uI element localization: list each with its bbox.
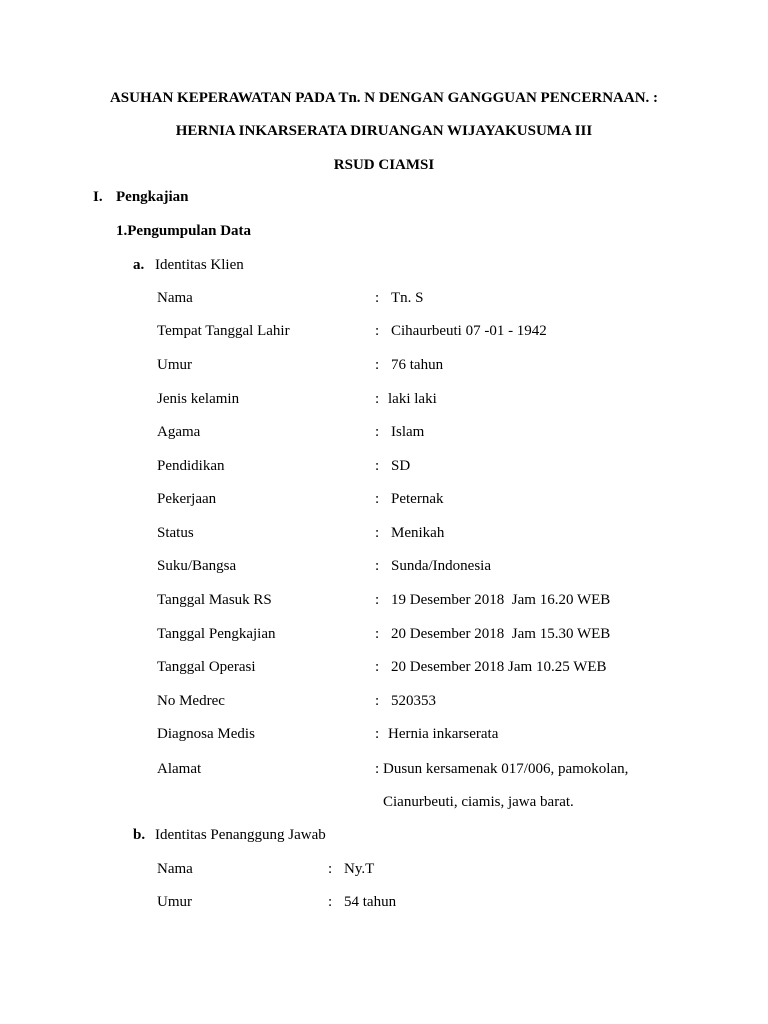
row-separator: : <box>328 861 333 877</box>
row-value: SD <box>391 458 411 474</box>
row-value: 19 Desember 2018 Jam 16.20 WEB <box>391 592 611 608</box>
row-value: 54 tahun <box>344 894 397 910</box>
row-value: 20 Desember 2018 Jam 15.30 WEB <box>391 626 611 642</box>
row-value: Tn. S <box>391 290 424 306</box>
row-label: Jenis kelamin <box>157 391 240 407</box>
row-label: Umur <box>157 894 192 910</box>
row-label: Nama <box>157 861 193 877</box>
row-label: Agama <box>157 424 201 440</box>
row-separator: : <box>328 894 333 910</box>
row-label: Alamat <box>157 761 202 777</box>
row-value: 20 Desember 2018 Jam 10.25 WEB <box>391 659 607 675</box>
row-label: No Medrec <box>157 693 225 709</box>
row-label: Status <box>157 525 194 541</box>
row-value: 76 tahun <box>391 357 444 373</box>
row-separator: : <box>375 323 380 339</box>
row-separator: : <box>375 290 380 306</box>
row-separator: : <box>375 458 380 474</box>
guardian-letter: b. <box>133 827 146 843</box>
row-label: Umur <box>157 357 192 373</box>
row-value: Hernia inkarserata <box>388 726 499 742</box>
row-label: Nama <box>157 290 193 306</box>
row-separator: : <box>375 558 380 574</box>
row-label: Pekerjaan <box>157 491 217 507</box>
row-value: Ny.T <box>344 861 375 877</box>
row-label: Suku/Bangsa <box>157 558 237 574</box>
guardian-heading: Identitas Penanggung Jawab <box>155 827 326 843</box>
row-value: laki laki <box>388 391 437 407</box>
row-label: Diagnosa Medis <box>157 726 255 742</box>
client-heading: Identitas Klien <box>155 257 244 273</box>
row-label: Pendidikan <box>157 458 225 474</box>
client-letter: a. <box>133 257 145 273</box>
row-value: Sunda/Indonesia <box>391 558 491 574</box>
row-separator: : <box>375 357 380 373</box>
title-line-1: ASUHAN KEPERAWATAN PADA Tn. N DENGAN GANGGUAN PENCERNAAN. : <box>109 90 659 106</box>
title-line-3: RSUD CIAMSI <box>333 157 435 173</box>
row-value: Islam <box>391 424 425 440</box>
row-value: Dusun kersamenak 017/006, pamokolan, <box>383 761 629 777</box>
title-line-2: HERNIA INKARSERATA DIRUANGAN WIJAYAKUSUMA III <box>175 123 593 139</box>
row-value: Menikah <box>391 525 445 541</box>
row-separator: : <box>375 693 380 709</box>
row-separator: : <box>375 726 380 742</box>
row-separator: : <box>375 424 380 440</box>
address-continuation: Cianurbeuti, ciamis, jawa barat. <box>383 794 574 810</box>
row-value: Cihaurbeuti 07 -01 - 1942 <box>391 323 547 339</box>
row-label: Tanggal Operasi <box>157 659 256 675</box>
section-title: Pengkajian <box>116 189 189 205</box>
row-separator: : <box>375 761 380 777</box>
row-separator: : <box>375 491 380 507</box>
subsection-title: 1.Pengumpulan Data <box>116 223 252 239</box>
row-label: Tanggal Masuk RS <box>157 592 272 608</box>
row-separator: : <box>375 659 380 675</box>
row-value: 520353 <box>391 693 436 709</box>
section-number: I. <box>93 189 103 205</box>
row-value: Peternak <box>391 491 444 507</box>
row-separator: : <box>375 626 380 642</box>
row-separator: : <box>375 525 380 541</box>
row-separator: : <box>375 391 380 407</box>
row-label: Tempat Tanggal Lahir <box>157 323 290 339</box>
row-separator: : <box>375 592 380 608</box>
row-label: Tanggal Pengkajian <box>157 626 276 642</box>
